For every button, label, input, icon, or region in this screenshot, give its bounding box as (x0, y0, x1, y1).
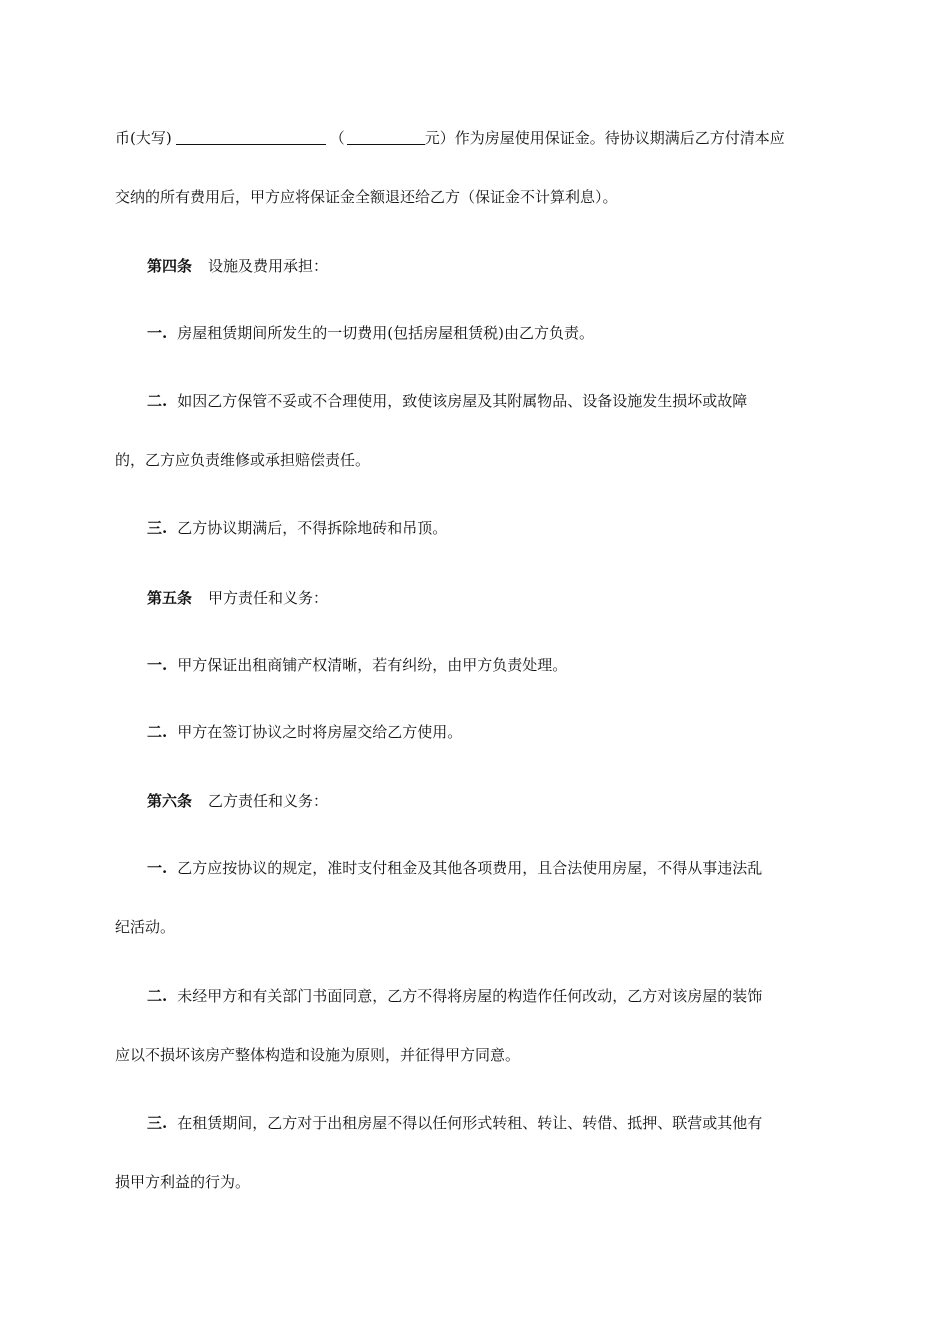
item-text: 乙方协议期满后，不得拆除地砖和吊顶。 (177, 519, 448, 537)
item-text: 甲方在签订协议之时将房屋交给乙方使用。 (177, 723, 463, 741)
article-6-item-2 (147, 986, 867, 1006)
article-5-item-1 (147, 655, 867, 675)
article-4-item-1 (147, 323, 867, 343)
item-text: 房屋租赁期间所发生的一切费用(包括房屋租赁税)由乙方负责。 (177, 324, 594, 342)
item-number: 一. (147, 859, 168, 877)
article-6-heading (147, 791, 867, 811)
deposit-paren-open: （ (329, 129, 345, 147)
article-6-item-2-continuation: 应以不损坏该房产整体构造和设施为原则，并征得甲方同意。 (115, 1046, 521, 1064)
deposit-clause-line-2: 交纳的所有费用后，甲方应将保证金全额退还给乙方（保证金不计算利息）。 (115, 188, 618, 206)
deposit-amount-words-blank (176, 130, 326, 145)
item-text: 在租赁期间，乙方对于出租房屋不得以任何形式转租、转让、转借、抵押、联营或其他有 (177, 1114, 763, 1132)
item-number: 三. (147, 519, 168, 537)
article-4-heading (147, 256, 867, 276)
item-number: 二. (147, 392, 168, 410)
article-6-item-1 (147, 858, 867, 878)
item-number: 一. (147, 324, 168, 342)
item-number: 二. (147, 987, 168, 1005)
article-6-item-1-continuation: 纪活动。 (115, 918, 176, 936)
item-text: 未经甲方和有关部门书面同意，乙方不得将房屋的构造作任何改动，乙方对该房屋的装饰 (177, 987, 763, 1005)
item-number: 一. (147, 656, 168, 674)
article-4-title: 第四条 (147, 257, 193, 275)
article-5-item-2 (147, 722, 867, 742)
article-4-subject: 设施及费用承担： (208, 257, 329, 275)
item-number: 三. (147, 1114, 168, 1132)
deposit-clause-line-1 (115, 128, 835, 148)
article-5-subject: 甲方责任和义务： (208, 589, 329, 607)
article-5-title: 第五条 (147, 589, 193, 607)
article-6-item-3 (147, 1113, 867, 1133)
article-6-item-3-continuation: 损甲方利益的行为。 (115, 1173, 251, 1191)
article-4-item-2-continuation: 的，乙方应负责维修或承担赔偿责任。 (115, 451, 371, 469)
article-6-title: 第六条 (147, 792, 193, 810)
item-text: 如因乙方保管不妥或不合理使用，致使该房屋及其附属物品、设备设施发生损坏或故障 (177, 392, 748, 410)
article-5-heading (147, 588, 867, 608)
article-4-item-3 (147, 518, 867, 538)
item-text: 甲方保证出租商铺产权清晰，若有纠纷，由甲方负责处理。 (177, 656, 568, 674)
deposit-amount-number-blank (347, 130, 425, 145)
item-number: 二. (147, 723, 168, 741)
item-text: 乙方应按协议的规定，准时支付租金及其他各项费用，且合法使用房屋，不得从事违法乱 (177, 859, 763, 877)
article-6-subject: 乙方责任和义务： (208, 792, 329, 810)
deposit-clause-text: 元）作为房屋使用保证金。待协议期满后乙方付清本应 (424, 129, 785, 147)
deposit-currency-label: 币(大写) (115, 129, 172, 147)
article-4-item-2 (147, 391, 867, 411)
